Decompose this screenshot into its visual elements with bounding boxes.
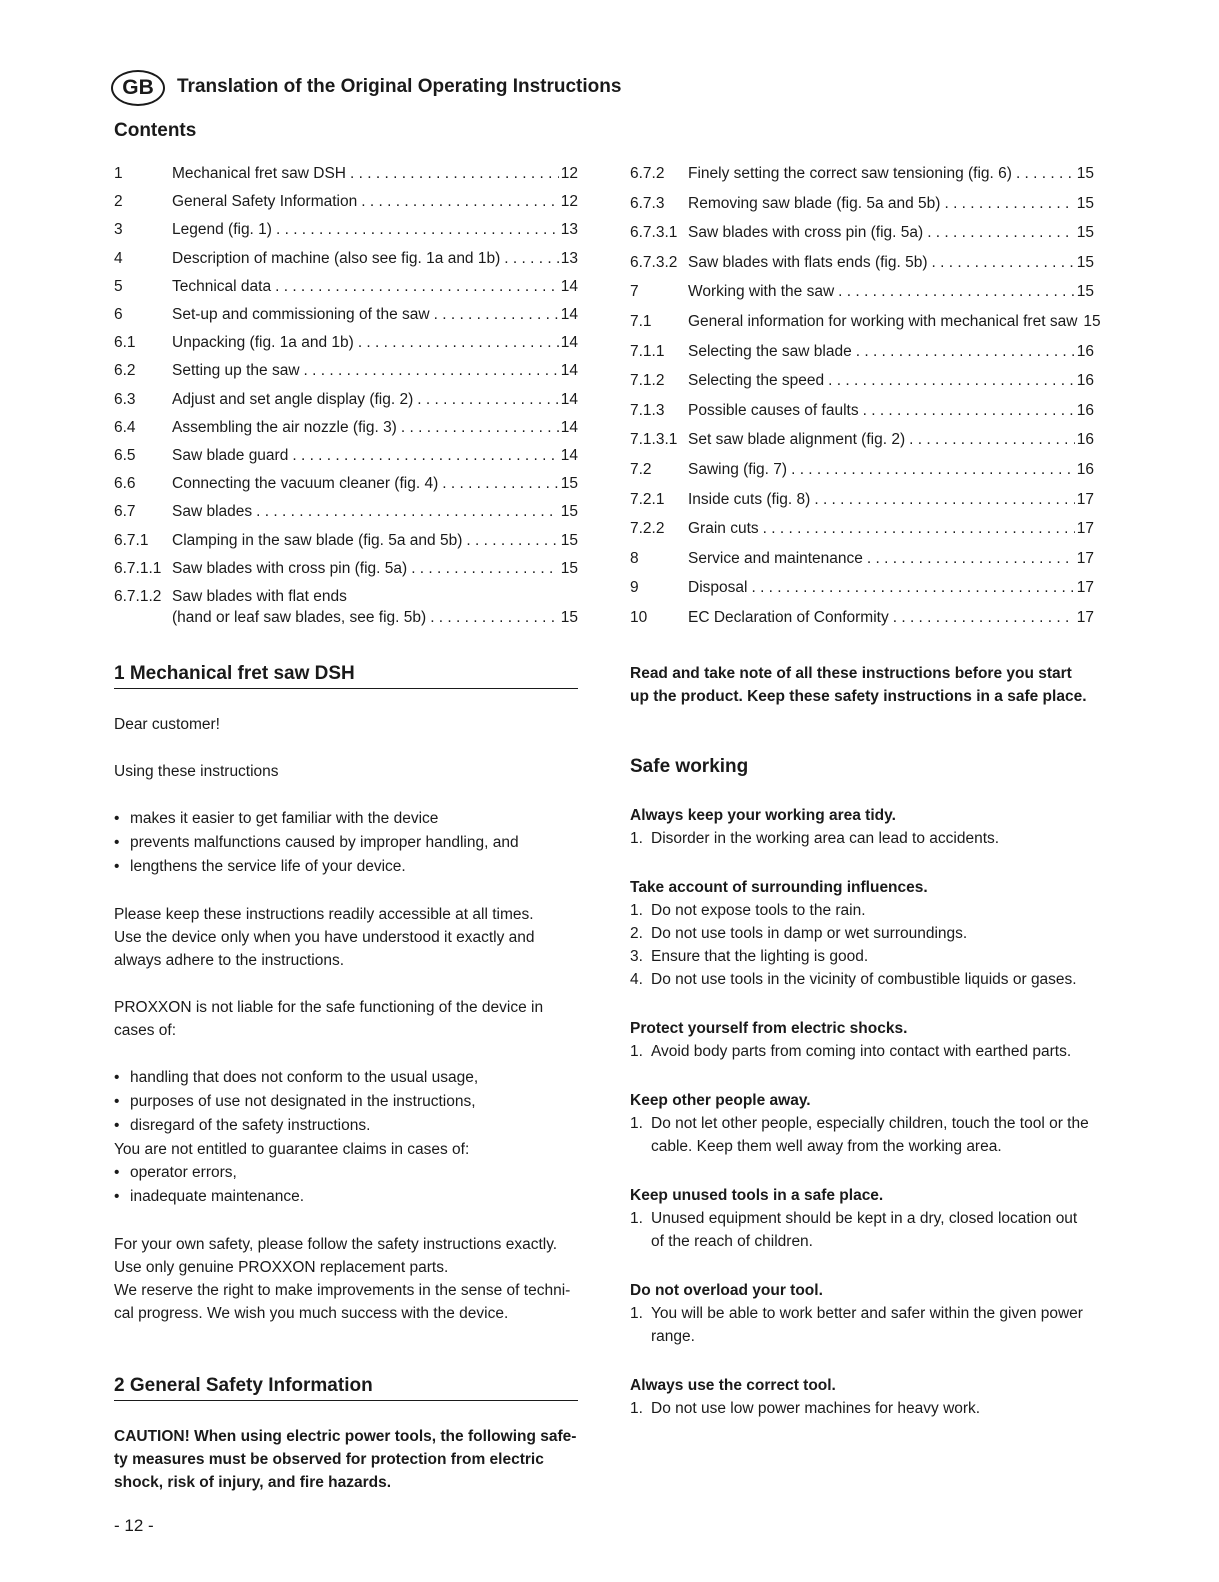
toc-title: Sawing (fig. 7) [688,461,788,478]
toc-page-number: 16 [1076,461,1094,478]
toc-page-number: 15 [1076,165,1094,182]
toc-page-number: 14 [560,362,578,380]
bullet-item: • disregard of the safety instructions. [114,1114,578,1138]
toc-leader-dots [256,502,559,521]
toc-number: 10 [630,609,648,626]
bullet-item: • makes it easier to get familiar with the device [114,807,578,831]
toc-entry[interactable] [630,312,1101,331]
toc-page-number: 17 [1076,609,1094,626]
safety-rule-list [630,1397,1093,1420]
toc-number: 8 [630,549,639,567]
toc-page-number: 16 [1076,401,1094,419]
toc-number: 6.7.3.1 [630,224,678,242]
language-badge: GB [111,70,165,106]
toc-page-number: 14 [560,447,578,464]
toc-page-number: 15 [560,475,578,493]
toc-number: 6.7.3 [630,194,665,212]
benefits-list [114,807,578,879]
safety-rule-group [630,1089,1093,1158]
toc-leader-dots [466,531,558,550]
bullet-item: • prevents malfunctions caused by improper handling, and [114,831,578,855]
toc-title: Disposal [688,579,748,597]
toc-page-number: 15 [1076,194,1094,212]
toc-entry[interactable] [630,608,1094,627]
toc-number: 4 [114,249,123,267]
toc-title: Assembling the air nozzle (fig. 3) [172,418,397,436]
toc-leader-dots [909,430,1075,449]
toc-leader-dots [927,223,1075,242]
safety-rule-item [630,968,1093,991]
toc-leader-dots [893,608,1075,627]
toc-entry[interactable] [114,474,578,493]
read-instructions-note: Read and take note of all these instructions before you start up the product. Keep these safety instructions in a safe place. [630,665,1087,705]
safety-column [630,662,1093,1420]
toc-entry[interactable] [114,164,578,183]
toc-leader-dots [292,446,558,465]
safety-rule-list [630,899,1093,991]
toc-title: Working with the saw [688,283,835,301]
bullet-item: • purposes of use not designated in the instructions, [114,1090,578,1114]
toc-entry[interactable] [114,418,578,437]
paragraph: We reserve the right to make improvements in the sense of techni-cal progress. We wish you much success with the device. [114,1282,571,1322]
toc-title: Service and maintenance [688,549,863,567]
item-text: Disorder in the working area can lead to accidents. [651,830,1000,847]
safety-rule-group [630,804,1093,850]
toc-title: Setting up the saw [172,362,300,380]
toc-number: 6.7.1.2 [114,588,162,605]
item-number: 1. [630,1210,643,1227]
toc-number: 7 [630,283,639,301]
toc-number: 7.2.2 [630,520,665,538]
item-number: 1. [630,1043,643,1060]
toc-entry[interactable] [630,164,1094,183]
toc-title: (hand or leaf saw blades, see fig. 5b) [172,609,427,626]
page-number: - 12 - [114,1516,154,1535]
safety-rule-group [630,876,1093,991]
toc-number: 1 [114,165,123,182]
toc-title: Saw blades with cross pin (fig. 5a) [172,559,408,577]
safety-rule-group [630,1374,1093,1420]
safety-rule-list [630,1302,1093,1348]
section-1 [114,663,578,1325]
contents-heading: Contents [114,120,197,141]
paragraph: You are not entitled to guarantee claims in cases of: [114,1141,470,1158]
item-number: 1. [630,1400,643,1417]
toc-page-number: 17 [1076,549,1094,567]
toc-number: 7.1.1 [630,342,665,360]
safety-rule-item [630,1397,1093,1420]
toc-title: Set-up and commissioning of the saw [172,306,430,323]
toc-entry[interactable] [630,371,1094,390]
toc-page-number: 12 [560,193,578,211]
toc-leader-dots [791,460,1075,479]
toc-leader-dots [863,401,1075,420]
toc-page-number: 12 [560,165,578,182]
toc-number: 6.6 [114,475,136,493]
toc-entry[interactable] [114,446,578,465]
toc-number: 3 [114,221,123,239]
toc-title: Saw blade guard [172,447,289,464]
safety-rule-list [630,1040,1093,1063]
toc-page-number: 14 [560,418,578,436]
toc-entry[interactable] [630,578,1094,597]
toc-leader-dots [411,559,559,578]
toc-page-number: 16 [1076,342,1094,360]
item-text: Ensure that the lighting is good. [651,948,869,965]
item-text: Avoid body parts from coming into contact with earthed parts. [651,1043,1072,1060]
item-text: Do not let other people, especially children, touch the tool or the cable. Keep them well away from the working area. [651,1115,1089,1155]
toc-title: Connecting the vacuum cleaner (fig. 4) [172,475,439,493]
toc-leader-dots [932,253,1075,272]
toc-number: 6 [114,306,123,323]
safety-rule-group [630,1017,1093,1063]
section-1-rule [114,688,578,689]
toc-number: 7.1.3.1 [630,431,678,449]
safety-rule-group [630,1184,1093,1253]
guarantee-list [114,1161,578,1209]
safety-rule-group [630,1279,1093,1348]
toc-title: Clamping in the saw blade (fig. 5a and 5b) [172,531,463,549]
toc-title: Technical data [172,277,272,295]
item-number: 1. [630,830,643,847]
toc-title: General information for working with mechanical fret saw [688,313,1078,330]
toc-leader-dots [417,390,559,409]
safety-rule-title: Do not overload your tool. [630,1282,823,1299]
toc-entry[interactable] [630,194,1094,213]
bullet-item: • lengthens the service life of your device. [114,855,578,879]
toc-page-number: 13 [560,221,578,239]
toc-number: 7.1 [630,313,652,330]
toc-number: 6.7.1.1 [114,559,162,577]
safe-working-heading: Safe working [630,756,749,777]
item-text: Unused equipment should be kept in a dry, closed location out of the reach of children. [651,1210,1078,1250]
toc-page-number: 15 [560,609,578,626]
item-number: 2. [630,925,643,942]
paragraph: Please keep these instructions readily accessible at all times. [114,906,534,923]
toc-title: Description of machine (also see fig. 1a and 1b) [172,249,501,267]
toc-leader-dots [304,361,559,380]
toc-title: Inside cuts (fig. 8) [688,490,811,508]
item-number: 4. [630,971,643,988]
toc-leader-dots [434,305,559,324]
greeting: Dear customer! [114,716,220,733]
toc-title: Saw blades with flats ends (fig. 5b) [688,253,928,271]
safety-rule-list [630,1207,1093,1253]
toc-leader-dots [430,608,559,627]
safety-rule-item [630,922,1093,945]
toc-number: 6.1 [114,334,136,352]
bullet-item: • inadequate maintenance. [114,1185,578,1209]
toc-leader-dots [442,474,559,493]
toc-page-number: 17 [1076,520,1094,538]
toc-title: Removing saw blade (fig. 5a and 5b) [688,194,941,212]
toc-leader-dots [856,342,1075,361]
toc-number: 7.1.2 [630,372,665,390]
toc-page-number: 15 [1076,283,1094,301]
section-2 [114,1375,578,1494]
item-text: Do not use low power machines for heavy work. [651,1400,981,1417]
toc-page-number: 14 [560,334,578,352]
safety-rule-item [630,899,1093,922]
toc-entry[interactable] [114,305,578,324]
toc-leader-dots [361,192,559,211]
toc-entry[interactable] [114,192,578,211]
toc-entry[interactable] [114,390,578,409]
toc-page-number: 15 [1076,253,1094,271]
toc-leader-dots [276,220,559,239]
toc-page-number: 15 [560,559,578,577]
toc-entry[interactable] [114,502,578,521]
toc-entry[interactable] [630,342,1094,361]
toc-title-line: Saw blades with flat ends [172,588,347,605]
safety-rule-list [630,827,1093,850]
toc-entry[interactable] [114,277,578,296]
safety-rule-title: Keep unused tools in a safe place. [630,1187,884,1204]
safety-rule-item [630,827,1093,850]
toc-entry[interactable] [630,549,1094,568]
toc-page-number: 17 [1076,579,1094,597]
toc-page-number: 14 [560,306,578,323]
toc-entry[interactable] [114,220,578,239]
item-text: You will be able to work better and safer within the given power range. [651,1305,1083,1345]
safety-rule-title: Always use the correct tool. [630,1377,836,1394]
toc-entry[interactable] [114,531,578,550]
toc-number: 2 [114,193,123,211]
toc-leader-dots [763,519,1075,538]
intro-text: Using these instructions [114,763,279,780]
toc-number: 7.2 [630,461,652,478]
toc-page-number: 16 [1076,372,1094,390]
toc-title: EC Declaration of Conformity [688,609,889,626]
toc-title: Unpacking (fig. 1a and 1b) [172,334,354,352]
toc-entry[interactable] [114,559,578,578]
toc-page-number: 15 [560,531,578,549]
toc-number: 6.3 [114,390,136,408]
section-2-heading: 2 General Safety Information [114,1375,373,1396]
toc-page-number: 15 [1076,224,1094,242]
toc-leader-dots [401,418,559,437]
toc-leader-dots [814,490,1074,509]
toc-title: Possible causes of faults [688,401,859,419]
toc-page-number: 15 [1083,313,1101,330]
toc-number: 6.7.1 [114,531,149,549]
toc-title: Selecting the speed [688,372,825,390]
item-text: Do not expose tools to the rain. [651,902,866,919]
toc-leader-dots [867,549,1075,568]
item-number: 3. [630,948,643,965]
bullet-item: • handling that does not conform to the usual usage, [114,1066,578,1090]
toc-entry[interactable] [114,249,578,268]
toc-entry[interactable] [630,223,1094,242]
toc-leader-dots [350,164,559,183]
toc-leader-dots [504,249,558,268]
toc-number: 7.2.1 [630,490,665,508]
toc-number: 6.5 [114,447,136,464]
toc-number: 5 [114,277,123,295]
toc-title: Saw blades [172,503,253,521]
item-number: 1. [630,1305,643,1322]
toc-entry[interactable] [630,490,1094,509]
item-number: 1. [630,902,643,919]
toc-leader-dots [828,371,1075,390]
section-1-heading: 1 Mechanical fret saw DSH [114,663,355,684]
safety-rule-item [630,1207,1093,1253]
toc-title: Legend (fig. 1) [172,221,272,239]
toc-title: Mechanical fret saw DSH [172,165,347,182]
toc-leader-dots [1016,164,1075,183]
safety-rule-item [630,1040,1093,1063]
item-text: Do not use tools in the vicinity of combustible liquids or gases. [651,971,1077,988]
paragraph: For your own safety, please follow the safety instructions exactly. [114,1236,558,1253]
toc-title: Selecting the saw blade [688,342,852,360]
safety-rule-title: Take account of surrounding influences. [630,879,928,896]
toc-entry[interactable] [114,333,578,352]
toc-leader-dots [275,277,559,296]
toc-number: 6.4 [114,418,136,436]
safety-rule-item [630,945,1093,968]
item-text: Do not use tools in damp or wet surroundings. [651,925,968,942]
safety-rule-title: Protect yourself from electric shocks. [630,1020,908,1037]
toc-number: 6.2 [114,362,136,380]
toc-page-number: 13 [560,249,578,267]
toc-entry[interactable] [630,430,1094,449]
toc-entry[interactable] [630,282,1094,301]
toc-title: Adjust and set angle display (fig. 2) [172,390,414,408]
safety-rule-item [630,1302,1093,1348]
section-2-rule [114,1400,578,1401]
toc-entry[interactable] [630,519,1094,538]
toc-number: 6.7 [114,503,136,521]
toc-entry[interactable] [114,361,578,380]
toc-number: 7.1.3 [630,401,665,419]
safety-rule-item [630,1112,1093,1158]
safety-rule-list [630,1112,1093,1158]
toc-leader-dots [838,282,1075,301]
safe-working-groups [630,804,1093,1420]
liability-list [114,1066,578,1138]
toc-page-number: 16 [1076,431,1094,449]
document-title: Translation of the Original Operating Instructions [177,76,622,97]
toc-leader-dots [358,333,559,352]
caution-text: CAUTION! When using electric power tools, the following safe-ty measures must be observed for protection from electric shock, risk of injury, and fire hazards. [114,1428,577,1491]
bullet-item: • operator errors, [114,1161,578,1185]
toc-entry[interactable] [630,401,1094,420]
paragraph: Use the device only when you have understood it exactly and always adhere to the instructions. [114,929,535,969]
paragraph: PROXXON is not liable for the safe functioning of the device in cases of: [114,999,544,1039]
toc-page-number: 14 [560,277,578,295]
toc-number: 6.7.3.2 [630,253,678,271]
toc-title: General Safety Information [172,193,358,211]
toc-title: Saw blades with cross pin (fig. 5a) [688,224,924,242]
paragraph: Use only genuine PROXXON replacement parts. [114,1259,449,1276]
toc-number: 6.7.2 [630,165,665,182]
safety-rule-title: Always keep your working area tidy. [630,807,896,824]
safety-rule-title: Keep other people away. [630,1092,811,1109]
toc-title: Grain cuts [688,520,759,538]
toc-entry[interactable] [630,460,1094,479]
toc-title: Finely setting the correct saw tensioning (fig. 6) [688,165,1012,182]
toc-title: Set saw blade alignment (fig. 2) [688,431,906,449]
toc-page-number: 15 [560,503,578,521]
toc-page-number: 17 [1076,490,1094,508]
toc-leader-dots [944,194,1074,213]
toc-entry[interactable] [630,253,1094,272]
toc-number: 9 [630,579,639,597]
toc-entry[interactable] [114,588,578,627]
item-number: 1. [630,1115,643,1132]
toc-page-number: 14 [560,390,578,408]
toc-leader-dots [751,578,1074,597]
